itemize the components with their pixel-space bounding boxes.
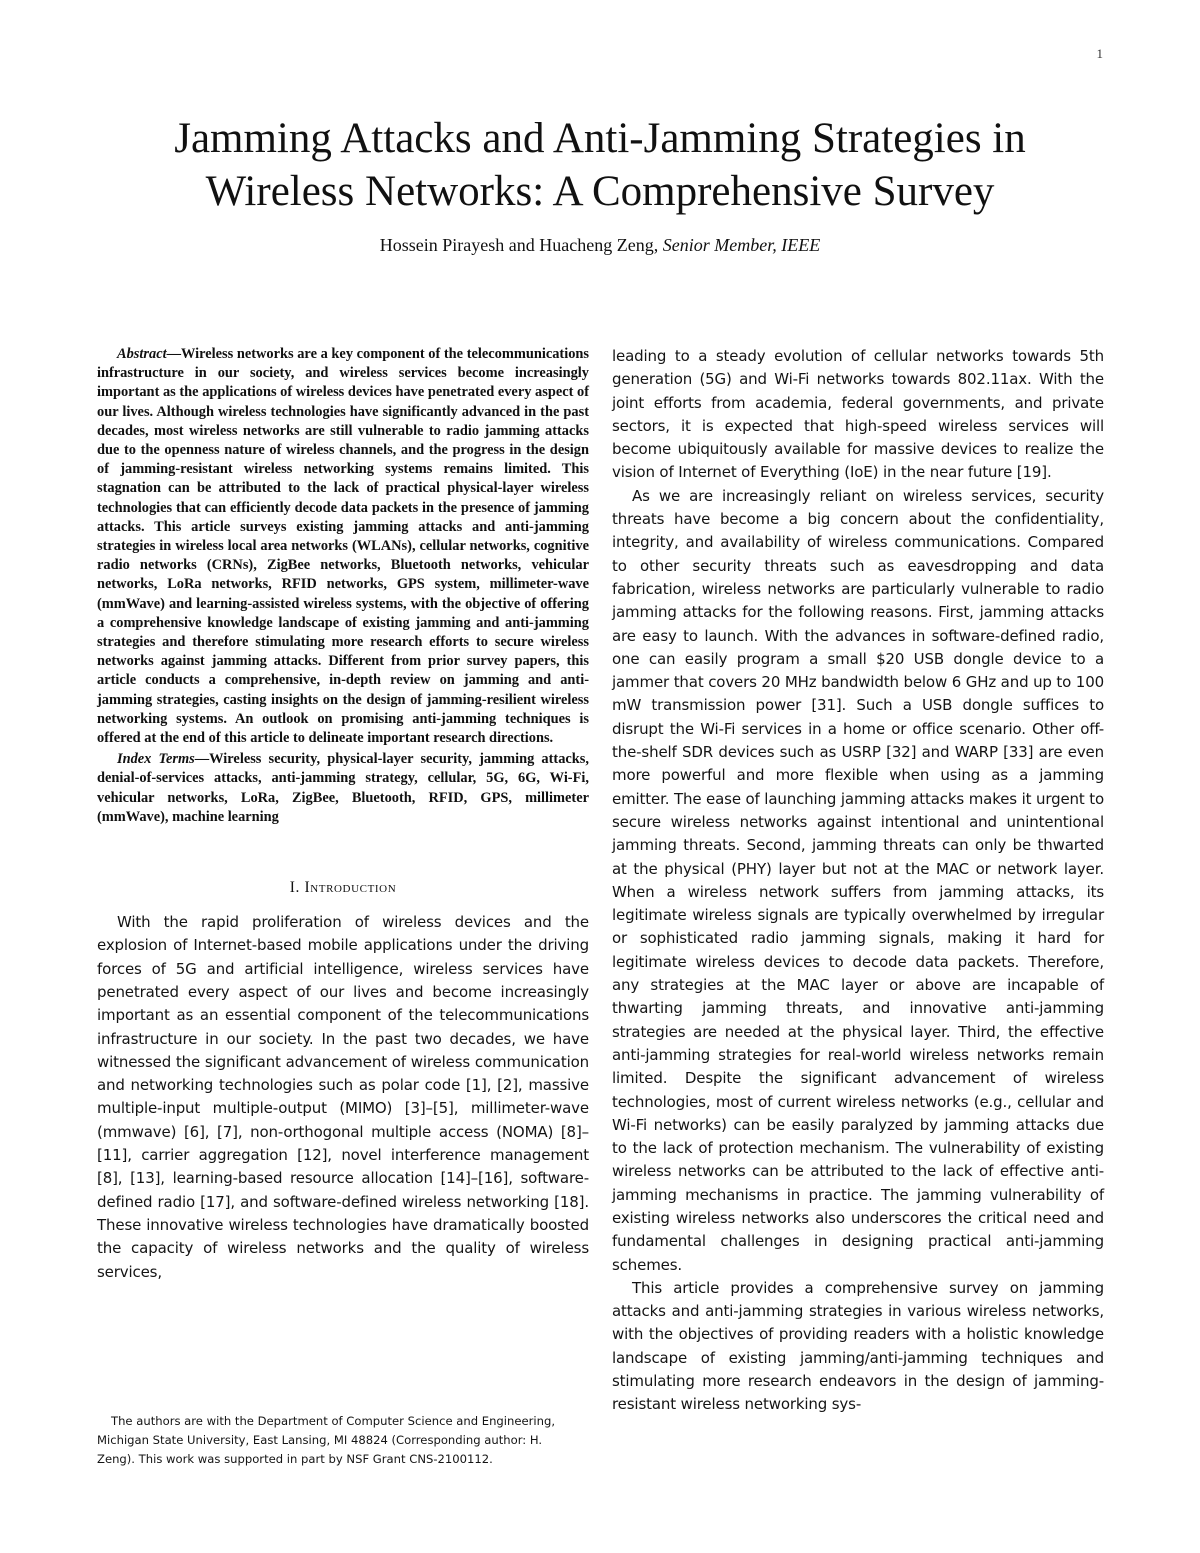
section-number: I. <box>289 879 300 897</box>
section-title: Introduction <box>304 879 397 897</box>
left-column <box>97 345 589 1284</box>
intro-paragraph-1: With the rapid proliferation of wireless devices and the explosion of Internet-based mobile applications under the driving forces of 5G and artificial intelligence, wireless services have penetrated every aspect of our lives and become increasingly important as an essential component of the telecommunications infrastructure in our society. In the past two decades, we have witnessed the significant advancement of wireless communication and networking technologies such as polar code [1], [2], massive multiple-input multiple-output (MIMO) [3]–[5], millimeter-wave (mmwave) [6], [7], non-orthogonal multiple access (NOMA) [8]–[11], carrier aggregation [12], novel interference management [8], [13], learning-based resource allocation [14]–[16], software-defined radio [17], and software-defined wireless networking [18]. These innovative wireless technologies have dramatically boosted the capacity of wireless networks and the quality of wireless services, <box>97 913 589 1281</box>
paper-title <box>80 112 1120 218</box>
index-terms-label: Index Terms <box>117 751 195 768</box>
footnote: The authors are with the Department of Computer Science and Engineering, Michigan State University, East Lansing, MI 48824 (Corresponding author: H. Zeng). This work was supported in part by NSF Grant CNS-2100112. <box>97 1414 556 1466</box>
author-role: Senior Member, IEEE <box>662 235 821 255</box>
index-terms-text: —Wireless security, physical-layer security, jamming attacks, denial-of-services attacks, anti-jamming strategy, cellular, 5G, 6G, Wi-Fi, vehicular networks, LoRa, ZigBee, Bluetooth, RFID, GPS, millimeter (mmWave), machine learning <box>97 751 589 825</box>
title-line-1: Jamming Attacks and Anti-Jamming Strategies in <box>174 115 1026 162</box>
abstract <box>97 345 589 748</box>
abstract-text: —Wireless networks are a key component of the telecommunications infrastructure in our society, and wireless services become increasingly important as the applications of wireless devices have penetrated every aspect of our lives. Although wireless technologies have significantly advanced in the past decades, most wireless networks are still vulnerable to radio jamming attacks due to the openness nature of wireless channels, and the progress in the design of jamming-resistant wireless networking systems remains limited. This stagnation can be attributed to the lack of practical physical-layer wireless technologies that can efficiently decode data packets in the presence of jamming attacks. This article surveys existing jamming attacks and anti-jamming strategies in wireless local area networks (WLANs), cellular networks, cognitive radio networks (CRNs), ZigBee networks, Bluetooth networks, vehicular networks, LoRa networks, RFID networks, GPS system, millimeter-wave (mmWave) and learning-assisted wireless systems, with the objective of offering a comprehensive knowledge landscape of existing jamming and anti-jamming strategies and therefore stimulating more research efforts to secure wireless networks against jamming attacks. Different from prior survey papers, this article conducts a comprehensive, in-depth review on jamming and anti-jamming strategies, casting insights on the design of jamming-resilient wireless networking systems. An outlook on promising anti-jamming techniques is offered at the end of this article to delineate important research directions. <box>97 346 589 747</box>
title-line-2: Wireless Networks: A Comprehensive Survey <box>205 168 995 215</box>
page-number: 1 <box>1096 46 1103 61</box>
index-terms <box>97 750 589 827</box>
abstract-label: Abstract <box>117 346 167 362</box>
right-column <box>612 345 1104 1417</box>
right-paragraph-1: leading to a steady evolution of cellular networks towards 5th generation (5G) and Wi-Fi networks towards 802.11ax. With the joint efforts from academia, federal governments, and private sectors, it is expected that high-speed wireless services will become ubiquitously available for massive devices to realize the vision of Internet of Everything (IoE) in the near future [19]. <box>612 347 1104 482</box>
section-heading-introduction <box>97 879 589 897</box>
author-names: Hossein Pirayesh and Huacheng Zeng, <box>379 235 659 255</box>
right-paragraph-3: This article provides a comprehensive survey on jamming attacks and anti-jamming strategies in various wireless networks, with the objectives of providing readers with a holistic knowledge landscape of existing jamming/anti-jamming techniques and stimulating more research endeavors in the design of jamming-resistant wireless networking sys- <box>612 1278 1104 1414</box>
author-line <box>80 233 1120 257</box>
right-paragraph-2: As we are increasingly reliant on wireless services, security threats have become a big concern about the confidentiality, integrity, and availability of wireless communications. Compared to other security threats such as eavesdropping and data fabrication, wireless networks are particularly vulnerable to radio jamming attacks for the following reasons. First, jamming attacks are easy to launch. With the advances in software-defined radio, one can easily program a small $20 USB dongle device to a jammer that covers 20 MHz bandwidth below 6 GHz and up to 100 mW transmission power [31]. Such a USB dongle suffices to disrupt the Wi-Fi services in a home or office scenario. Other off-the-shelf SDR devices such as USRP [32] and WARP [33] are even more powerful and more flexible when using as a jamming emitter. The ease of launching jamming attacks makes it urgent to secure wireless networks against intentional and unintentional jamming threats. Second, jamming threats can only be thwarted at the physical (PHY) layer but not at the MAC or network layer. When a wireless network suffers from jamming attacks, its legitimate wireless signals are typically overwhelmed by irregular or sophisticated radio jamming signals, making it hard for legitimate wireless devices to decode data packets. Therefore, any strategies at the MAC layer or above are incapable of thwarting jamming threats, and innovative anti-jamming strategies are needed at the physical layer. Third, the effective anti-jamming strategies for real-world wireless networks remain limited. Despite the significant advancement of wireless technologies, most of current wireless networks (e.g., cellular and Wi-Fi networks) can be easily paralyzed by jamming attacks due to the lack of protection mechanism. The vulnerability of existing wireless networks can be attributed to the lack of effective anti-jamming mechanisms in practice. The jamming vulnerability of existing wireless networks also underscores the critical need and fundamental challenges in designing practical anti-jamming schemes. <box>612 486 1104 1274</box>
